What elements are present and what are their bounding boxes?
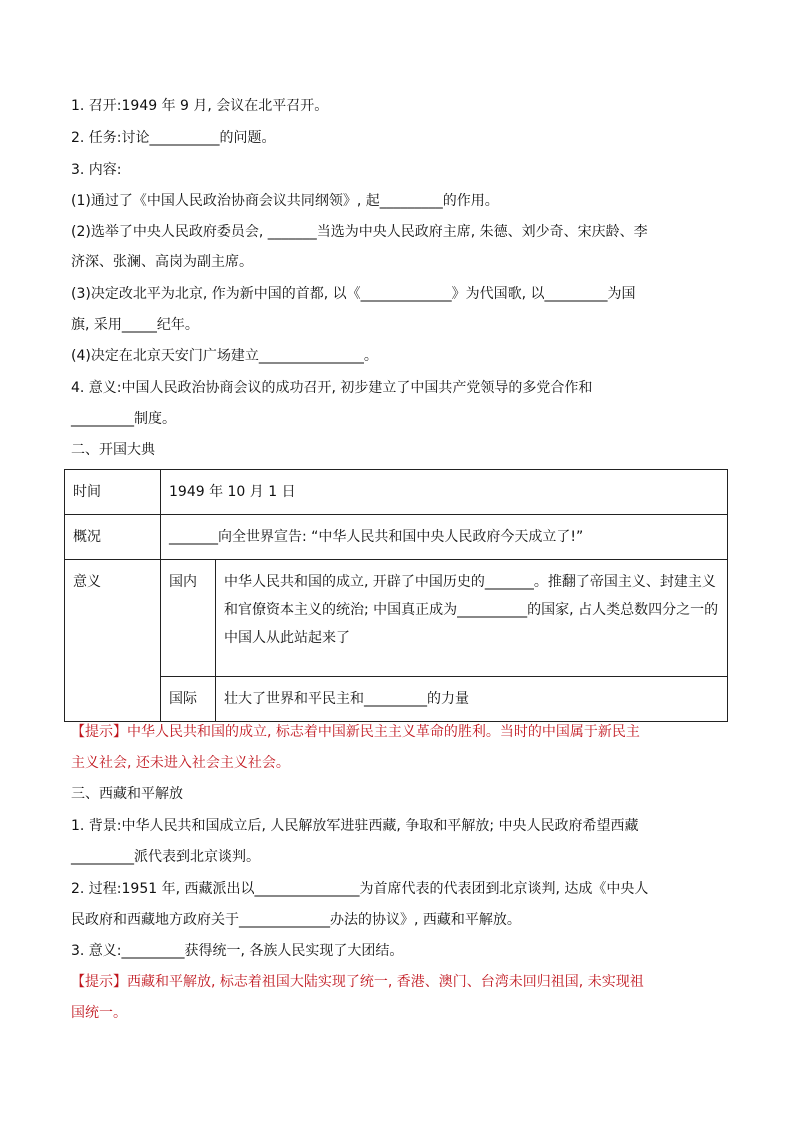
table-row: [65, 515, 728, 560]
tip-founding-cont: 主义社会, 还未进入社会主义社会。: [71, 755, 290, 771]
tibet-significance: 3. 意义:_________获得统一, 各族人民实现了大团结。: [71, 943, 404, 959]
overview-label: 概况: [65, 515, 161, 560]
table-row: [65, 470, 728, 515]
item-content-2: (2)选举了中央人民政府委员会, _______当选为中央人民政府主席, 朱德、刘少奇、宋庆龄、李: [71, 224, 648, 240]
tibet-background-cont: _________派代表到北京谈判。: [71, 849, 260, 865]
item-task: 2. 任务:讨论__________的问题。: [71, 130, 276, 146]
section3-heading: 三、西藏和平解放: [71, 786, 183, 802]
item-convene: 1. 召开:1949 年 9 月, 会议在北平召开。: [71, 98, 329, 114]
domestic-label: 国内: [161, 560, 216, 677]
table-row: [65, 677, 728, 722]
item-content-2-cont: 济深、张澜、高岗为副主席。: [71, 254, 253, 270]
tip-tibet-cont: 国统一。: [71, 1005, 127, 1021]
international-label: 国际: [161, 677, 216, 722]
tibet-process-cont: 民政府和西藏地方政府关于_____________办法的协议》, 西藏和平解放。: [71, 912, 521, 928]
international-value: 壮大了世界和平民主和_________的力量: [216, 677, 728, 722]
time-label: 时间: [65, 470, 161, 515]
domestic-value: 中华人民共和国的成立, 开辟了中国历史的_______。推翻了帝国主义、封建主义和官僚资本主义的统治; 中国真正成为__________的国家, 占人类总数四分之一的中国人从此站起来了: [216, 560, 728, 677]
founding-ceremony-table: [64, 469, 728, 722]
overview-value: _______向全世界宣告: “中华人民共和国中央人民政府今天成立了!”: [161, 515, 728, 560]
section2-heading: 二、开国大典: [71, 442, 155, 458]
item-content-1: (1)通过了《中国人民政治协商会议共同纲领》, 起_________的作用。: [71, 193, 499, 209]
table-row: [65, 560, 728, 677]
item-content-3: (3)决定改北平为北京, 作为新中国的首都, 以《_____________》为代国歌, 以_________为国: [71, 286, 636, 302]
tip-founding: 【提示】中华人民共和国的成立, 标志着中国新民主主义革命的胜利。当时的中国属于新民主: [71, 724, 640, 740]
item-content: 3. 内容:: [71, 162, 122, 178]
time-value: 1949 年 10 月 1 日: [161, 470, 728, 515]
item-content-3-cont: 旗, 采用_____纪年。: [71, 317, 199, 333]
tibet-process: 2. 过程:1951 年, 西藏派出以_______________为首席代表的代表团到北京谈判, 达成《中央人: [71, 881, 649, 897]
item-content-4: (4)决定在北京天安门广场建立_______________。: [71, 348, 378, 364]
item-significance-cont: _________制度。: [71, 411, 176, 427]
meaning-label: 意义: [65, 560, 161, 722]
item-significance: 4. 意义:中国人民政治协商会议的成功召开, 初步建立了中国共产党领导的多党合作和: [71, 380, 593, 396]
tibet-background: 1. 背景:中华人民共和国成立后, 人民解放军进驻西藏, 争取和平解放; 中央人民政府希望西藏: [71, 818, 639, 834]
tip-tibet: 【提示】西藏和平解放, 标志着祖国大陆实现了统一, 香港、澳门、台湾未回归祖国, 未实现祖: [71, 974, 644, 990]
